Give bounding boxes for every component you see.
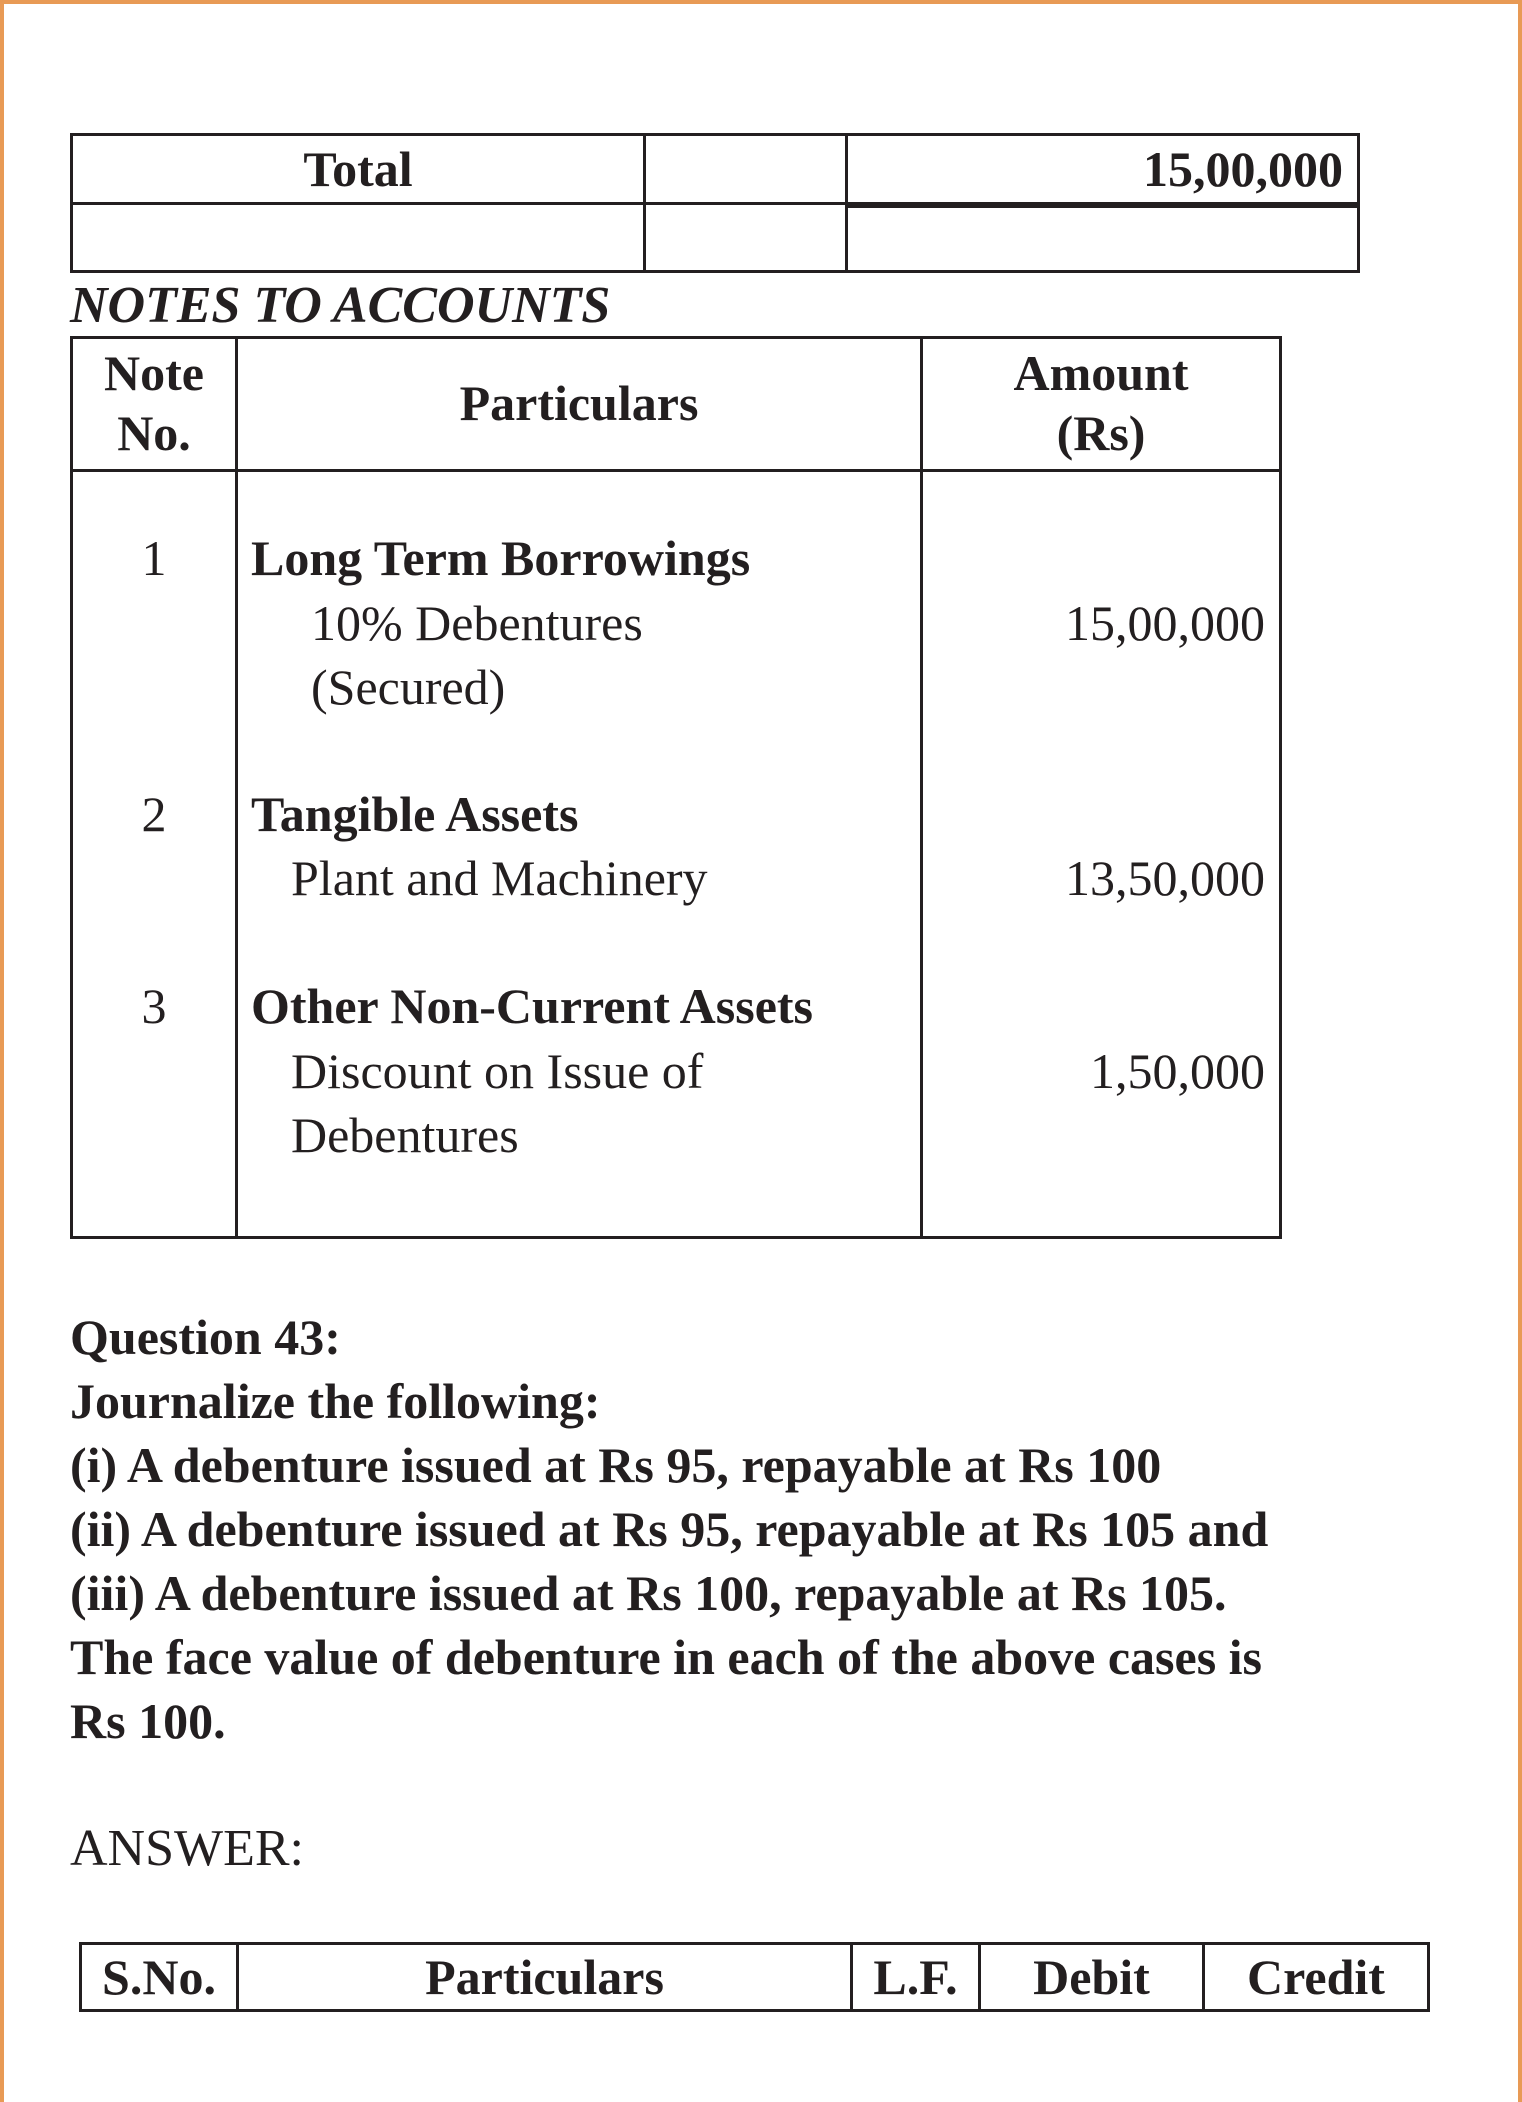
sno-header: S.No.: [102, 1949, 216, 2005]
question-part: (i) A debenture issued at Rs 95, repayable at Rs 100: [70, 1437, 1162, 1493]
lf-header: L.F.: [873, 1949, 958, 2005]
question-note: The face value of debenture in each of the above cases is: [70, 1629, 1263, 1685]
note-title: Other Non-Current Assets: [251, 978, 814, 1034]
total-table: [70, 133, 1360, 273]
total-label: Total: [303, 141, 413, 197]
notes-heading: NOTES TO ACCOUNTS: [70, 277, 611, 334]
note-title: Long Term Borrowings: [251, 530, 751, 586]
question-instruction: Journalize the following:: [70, 1373, 601, 1429]
note-detail: Debentures: [291, 1107, 519, 1163]
note-detail: Plant and Machinery: [291, 850, 708, 906]
note-no-header: [73, 343, 235, 463]
notes-table: [70, 336, 1282, 1239]
note-detail: (Secured): [311, 659, 506, 715]
column-divider: [920, 339, 923, 1236]
note-detail: 10% Debentures: [311, 595, 643, 651]
header-rule: [73, 469, 1279, 472]
journal-table-header: [79, 1942, 1430, 2012]
note-detail: Discount on Issue of: [291, 1043, 704, 1099]
question-block: [70, 1305, 1470, 1753]
header-line: (Rs): [1056, 405, 1146, 461]
question-part: (iii) A debenture issued at Rs 100, repayable at Rs 105.: [70, 1565, 1227, 1621]
credit-header: Credit: [1247, 1949, 1385, 2005]
note-title: Tangible Assets: [251, 786, 579, 842]
particulars-header: Particulars: [459, 375, 699, 431]
question-note: Rs 100.: [70, 1693, 226, 1749]
double-rule: [848, 205, 1357, 208]
column-divider: [845, 136, 848, 270]
note-amount: 15,00,000: [1065, 595, 1265, 651]
column-divider: [235, 339, 238, 1236]
particulars-header: Particulars: [425, 1949, 664, 2005]
note-number: 3: [141, 978, 167, 1034]
note-amount: 13,50,000: [1065, 850, 1265, 906]
question-title: Question 43:: [70, 1309, 341, 1365]
header-line: No.: [117, 405, 191, 461]
note-number: 1: [141, 530, 167, 586]
question-part: (ii) A debenture issued at Rs 95, repayable at Rs 105 and: [70, 1501, 1269, 1557]
header-line: Amount: [1013, 345, 1189, 401]
column-divider: [643, 136, 646, 270]
amount-header: [923, 343, 1279, 463]
note-number: 2: [141, 786, 167, 842]
answer-label: ANSWER:: [70, 1820, 304, 1877]
total-amount: 15,00,000: [1143, 141, 1343, 197]
note-amount: 1,50,000: [1090, 1043, 1265, 1099]
debit-header: Debit: [1033, 1949, 1150, 2005]
header-line: Note: [104, 345, 204, 401]
